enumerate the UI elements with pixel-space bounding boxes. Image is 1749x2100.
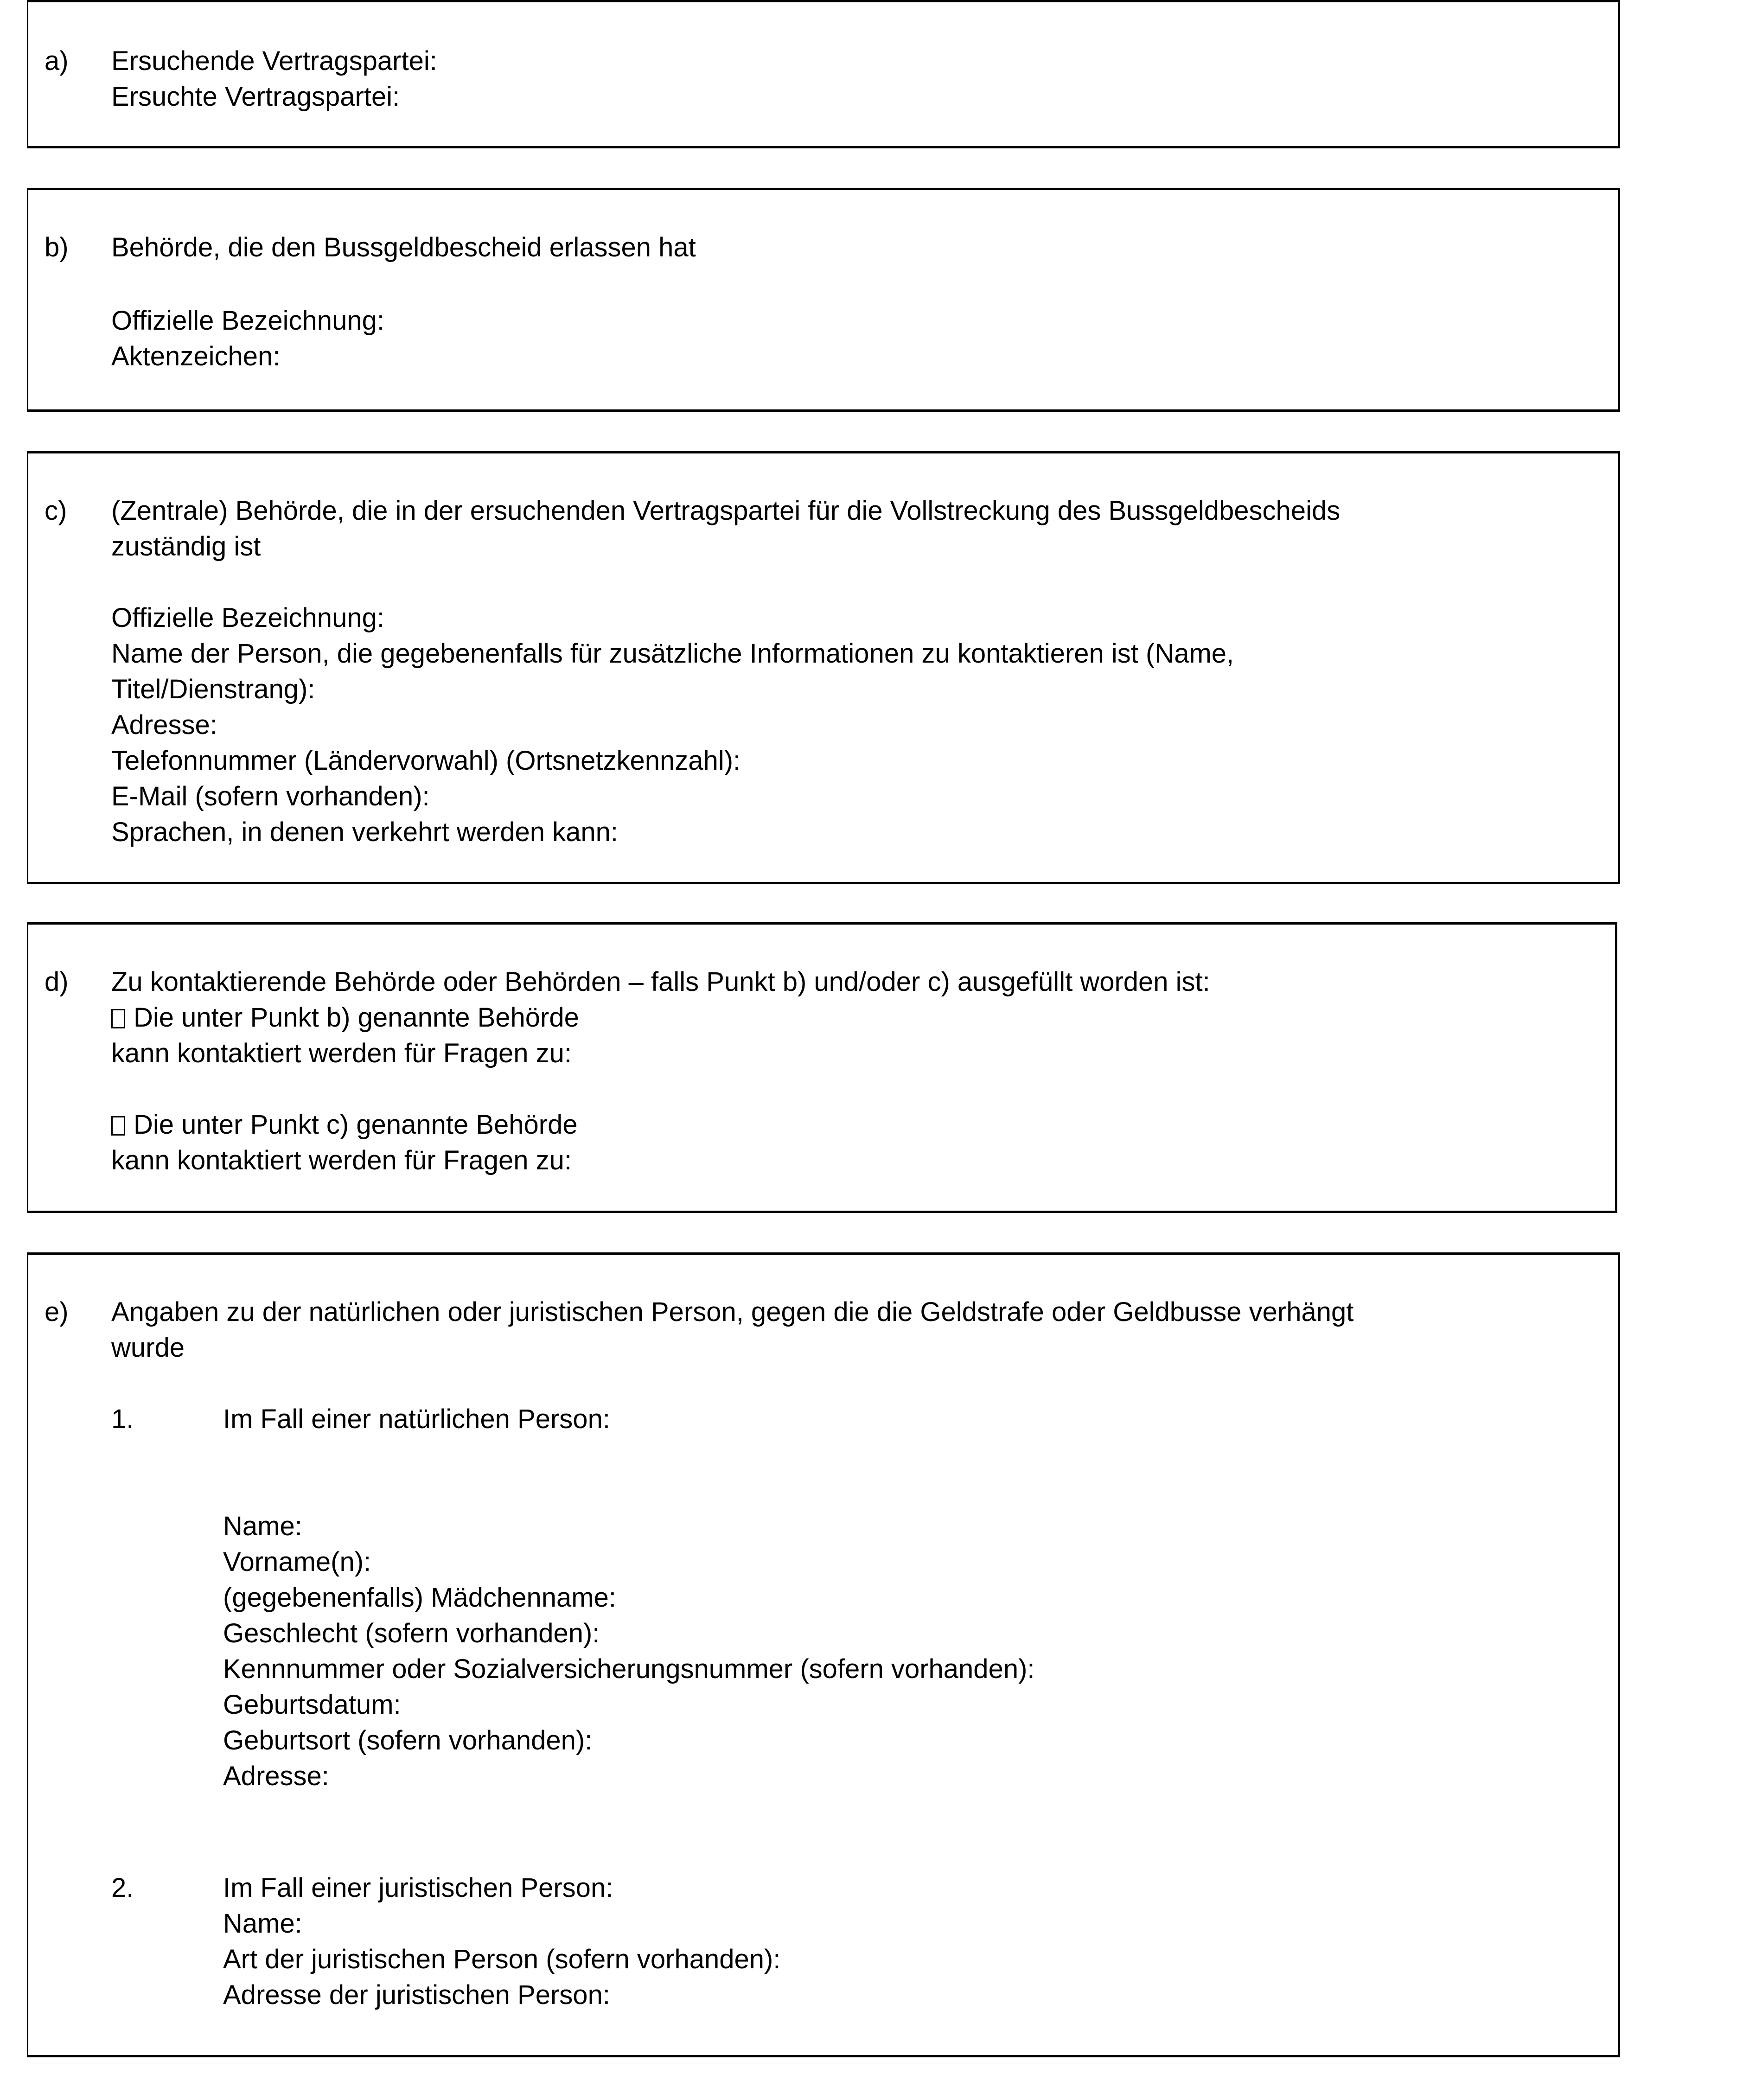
languages-field[interactable]: Sprachen, in denen verkehrt werden kann: — [111, 817, 619, 847]
id-number-field[interactable]: Kennnummer oder Sozialversicherungsnummer (sofern vorhanden): — [223, 1654, 1035, 1684]
section-e-box — [27, 1252, 1620, 2057]
section-c-heading-cont: zuständig ist — [111, 531, 261, 562]
sex-field[interactable]: Geschlecht (sofern vorhanden): — [223, 1618, 600, 1648]
maiden-name-field[interactable]: (gegebenenfalls) Mädchenname: — [223, 1583, 616, 1613]
birth-date-field[interactable]: Geburtsdatum: — [223, 1690, 401, 1720]
legal-person-number: 2. — [111, 1873, 134, 1903]
natural-person-title: Im Fall einer natürlichen Person: — [223, 1404, 610, 1434]
section-d-label: d) — [45, 967, 69, 997]
email-field[interactable]: E-Mail (sofern vorhanden): — [111, 781, 430, 811]
legal-name-field[interactable]: Name: — [223, 1909, 302, 1939]
checkbox-authority-b-label: Die unter Punkt b) genannte Behörde — [134, 1002, 579, 1033]
official-name-field[interactable]: Offizielle Bezeichnung: — [111, 603, 384, 633]
section-a-box — [27, 0, 1620, 148]
section-d-heading: Zu kontaktierende Behörde oder Behörden – falls Punkt b) und/oder c) ausgefüllt worden ist: — [111, 967, 1210, 997]
section-c-heading: (Zentrale) Behörde, die in der ersuchenden Vertragspartei für die Vollstreckung des Bussgeldbescheids — [111, 496, 1340, 526]
legal-address-field[interactable]: Adresse der juristischen Person: — [223, 1980, 610, 2010]
section-e-label: e) — [45, 1297, 69, 1327]
section-c-box — [27, 451, 1620, 884]
legal-person-title: Im Fall einer juristischen Person: — [223, 1873, 613, 1903]
address-field[interactable]: Adresse: — [111, 710, 217, 740]
contact-person-field[interactable]: Name der Person, die gegebenenfalls für zusätzliche Informationen zu kontaktieren ist (Name, — [111, 638, 1234, 669]
legal-type-field[interactable]: Art der juristischen Person (sofern vorhanden): — [223, 1944, 781, 1974]
section-a-label: a) — [45, 46, 69, 76]
file-reference-field[interactable]: Aktenzeichen: — [111, 341, 281, 371]
section-d-box — [27, 922, 1617, 1213]
checkbox-authority-b[interactable] — [111, 1009, 125, 1028]
questions-field-b[interactable]: kann kontaktiert werden für Fragen zu: — [111, 1038, 572, 1068]
section-e-heading: Angaben zu der natürlichen oder juristischen Person, gegen die die Geldstrafe oder Geldbusse verhängt — [111, 1297, 1354, 1327]
section-b-box — [27, 188, 1620, 412]
birth-place-field[interactable]: Geburtsort (sofern vorhanden): — [223, 1725, 593, 1755]
requesting-party-field[interactable]: Ersuchende Vertragspartei: — [111, 46, 437, 76]
section-c-label: c) — [45, 496, 67, 526]
section-e-heading-cont: wurde — [111, 1333, 185, 1363]
questions-field-c[interactable]: kann kontaktiert werden für Fragen zu: — [111, 1145, 572, 1175]
address-field[interactable]: Adresse: — [223, 1761, 329, 1791]
first-names-field[interactable]: Vorname(n): — [223, 1547, 371, 1577]
phone-field[interactable]: Telefonnummer (Ländervorwahl) (Ortsnetzkennzahl): — [111, 746, 741, 776]
checkbox-authority-c[interactable] — [111, 1116, 125, 1136]
section-b-heading: Behörde, die den Bussgeldbescheid erlassen hat — [111, 232, 696, 262]
official-name-field[interactable]: Offizielle Bezeichnung: — [111, 306, 384, 336]
natural-person-number: 1. — [111, 1404, 134, 1434]
requested-party-field[interactable]: Ersuchte Vertragspartei: — [111, 82, 400, 112]
contact-person-field-cont[interactable]: Titel/Dienstrang): — [111, 674, 315, 704]
checkbox-authority-c-label: Die unter Punkt c) genannte Behörde — [134, 1110, 578, 1140]
section-b-label: b) — [45, 232, 69, 262]
name-field[interactable]: Name: — [223, 1511, 302, 1541]
